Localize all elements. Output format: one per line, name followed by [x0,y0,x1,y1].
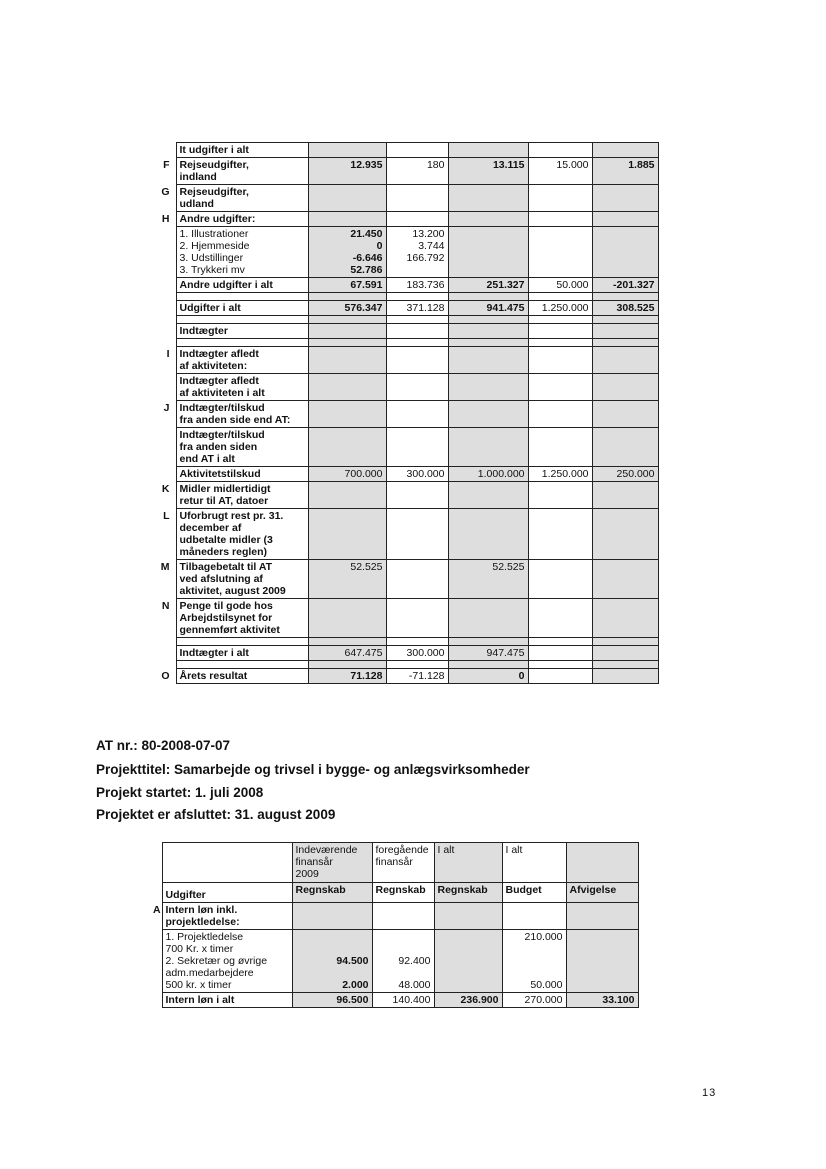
row-letter: L [163,509,170,522]
value-cell: 52.525 [308,560,386,599]
value-cell: 1.250.000 [528,467,592,482]
value-cell: 21.450 0 -6.646 52.786 [308,227,386,278]
row-label: Årets resultat [176,669,308,684]
row-letter [152,661,176,669]
value-cell [528,374,592,401]
value-cell [308,661,386,669]
value-cell [528,646,592,661]
table-row [152,467,658,482]
row-label [176,339,308,347]
value-cell: 140.400 [372,993,434,1008]
row-label: Aktivitetstilskud [176,467,308,482]
table-row [152,560,658,599]
row-letter [152,374,176,401]
table-row [152,293,658,301]
table-row [152,428,658,467]
table-row [152,324,658,339]
row-letter: H [161,212,170,225]
row-label: Indtægter [176,324,308,339]
row-letter: O [161,669,170,682]
value-cell: 71.128 [308,669,386,684]
row-letter [152,227,176,278]
value-cell [448,428,528,467]
row-letter [152,324,176,339]
row-letter: J [163,401,170,414]
value-cell [528,347,592,374]
value-cell [528,324,592,339]
value-cell [592,646,658,661]
value-cell: 371.128 [386,301,448,316]
row-label: Indtægter afledt af aktiviteten: [176,347,308,374]
row-label: Udgifter i alt [176,301,308,316]
value-cell [528,509,592,560]
row-label: Andre udgifter: [176,212,308,227]
value-cell [434,903,502,930]
value-cell [308,316,386,324]
value-cell: 13.115 [448,158,528,185]
value-cell [386,347,448,374]
value-cell [528,339,592,347]
value-cell [528,185,592,212]
row-label: Rejseudgifter, indland [176,158,308,185]
value-cell: 308.525 [592,301,658,316]
value-cell [448,638,528,646]
value-cell [434,930,502,993]
budget-table-top [152,142,659,684]
column-header: Udgifter [162,883,292,903]
value-cell [372,903,434,930]
row-letter [150,930,162,993]
table-row [152,646,658,661]
value-cell [386,339,448,347]
row-letter: N [161,599,170,612]
value-cell: 15.000 [528,158,592,185]
value-cell [308,638,386,646]
value-cell: 576.347 [308,301,386,316]
table-row [152,185,658,212]
value-cell [502,903,566,930]
table-row [152,347,658,374]
column-header: Regnskab [372,883,434,903]
row-label: Indtægter/tilskud fra anden siden end AT i alt [176,428,308,467]
value-cell [308,293,386,301]
row-letter [150,993,162,1008]
value-cell [386,509,448,560]
row-label [176,293,308,301]
table-row [152,661,658,669]
row-letter [152,278,176,293]
value-cell [448,185,528,212]
value-cell [448,661,528,669]
value-cell: 300.000 [386,467,448,482]
value-cell [386,324,448,339]
row-letter [150,883,162,903]
value-cell [528,401,592,428]
value-cell [528,482,592,509]
value-cell: 647.475 [308,646,386,661]
row-letter [152,143,176,158]
value-cell [592,143,658,158]
table-row [150,993,638,1008]
column-header: I alt [502,843,566,883]
value-cell [308,143,386,158]
value-cell [592,347,658,374]
row-label: 1. Projektledelse 700 Kr. x timer 2. Sekretær og øvrige adm.medarbejdere 500 kr. x timer [162,930,292,993]
value-cell [528,293,592,301]
value-cell [592,599,658,638]
value-cell: -201.327 [592,278,658,293]
table-row [152,316,658,324]
value-cell: 92.400 48.000 [372,930,434,993]
row-letter [150,843,162,883]
table-row [152,482,658,509]
column-header: Afvigelse [566,883,638,903]
table-row [150,903,638,930]
value-cell [592,185,658,212]
value-cell: 180 [386,158,448,185]
value-cell [308,482,386,509]
row-label: Rejseudgifter, udland [176,185,308,212]
column-header: foregående finansår [372,843,434,883]
row-label: Indtægter i alt [176,646,308,661]
value-cell: 300.000 [386,646,448,661]
row-label: Intern løn i alt [162,993,292,1008]
row-letter: A [153,903,161,916]
column-header: Regnskab [434,883,502,903]
value-cell: 236.900 [434,993,502,1008]
at-number: AT nr.: 80-2008-07-07 [96,738,231,753]
value-cell [386,401,448,428]
row-label: It udgifter i alt [176,143,308,158]
value-cell [592,227,658,278]
value-cell [308,428,386,467]
column-header [162,843,292,883]
row-label: Uforbrugt rest pr. 31. december af udbetalte midler (3 måneders reglen) [176,509,308,560]
value-cell [592,324,658,339]
value-cell [448,143,528,158]
row-letter: G [161,185,170,198]
value-cell [308,185,386,212]
value-cell [528,599,592,638]
row-label: Indtægter afledt af aktiviteten i alt [176,374,308,401]
value-cell: 1.885 [592,158,658,185]
table-row [152,212,658,227]
budget-table-bottom [150,842,639,1008]
value-cell [592,560,658,599]
value-cell [308,401,386,428]
table-row [152,669,658,684]
value-cell: 1.000.000 [448,467,528,482]
table-row [152,227,658,278]
value-cell: 33.100 [566,993,638,1008]
value-cell [528,560,592,599]
column-header [566,843,638,883]
value-cell [528,428,592,467]
row-letter [152,467,176,482]
value-cell: 94.500 2.000 [292,930,372,993]
value-cell [592,401,658,428]
value-cell: 251.327 [448,278,528,293]
value-cell [448,324,528,339]
value-cell [308,212,386,227]
value-cell [528,669,592,684]
value-cell [386,599,448,638]
value-cell [448,509,528,560]
value-cell [592,428,658,467]
header-row [150,883,638,903]
row-label: Andre udgifter i alt [176,278,308,293]
value-cell [528,638,592,646]
row-letter [152,339,176,347]
value-cell [308,509,386,560]
value-cell [386,143,448,158]
value-cell [448,599,528,638]
value-cell [308,324,386,339]
value-cell [566,903,638,930]
value-cell: 0 [448,669,528,684]
value-cell [528,316,592,324]
table-row [152,509,658,560]
value-cell [386,316,448,324]
project-start: Projekt startet: 1. juli 2008 [96,785,264,800]
value-cell [592,669,658,684]
value-cell [592,339,658,347]
value-cell: 183.736 [386,278,448,293]
value-cell [448,212,528,227]
column-header: Indeværende finansår 2009 [292,843,372,883]
row-label [176,661,308,669]
value-cell [448,401,528,428]
row-label: Midler midlertidigt retur til AT, datoer [176,482,308,509]
row-letter [152,428,176,467]
table-row [152,374,658,401]
value-cell [386,185,448,212]
row-label: Penge til gode hos Arbejdstilsynet for gennemført aktivitet [176,599,308,638]
value-cell: 96.500 [292,993,372,1008]
value-cell [292,903,372,930]
row-letter: F [163,158,170,171]
table-row [152,401,658,428]
row-letter: K [161,482,170,495]
value-cell: -71.128 [386,669,448,684]
row-letter: M [160,560,170,573]
row-letter [152,293,176,301]
value-cell [592,293,658,301]
value-cell [386,212,448,227]
row-letter [152,316,176,324]
table-row [152,301,658,316]
value-cell: 941.475 [448,301,528,316]
value-cell [528,212,592,227]
row-label [176,638,308,646]
column-header: Budget [502,883,566,903]
value-cell [386,374,448,401]
table-row [152,158,658,185]
table-row [152,599,658,638]
value-cell [386,661,448,669]
value-cell: 947.475 [448,646,528,661]
value-cell: 210.000 50.000 [502,930,566,993]
row-label: 1. Illustrationer 2. Hjemmeside 3. Udstillinger 3. Trykkeri mv [176,227,308,278]
column-header: I alt [434,843,502,883]
value-cell [448,374,528,401]
value-cell [386,293,448,301]
row-letter [152,638,176,646]
value-cell: 13.200 3.744 166.792 [386,227,448,278]
column-header: Regnskab [292,883,372,903]
value-cell [448,293,528,301]
value-cell [592,316,658,324]
value-cell [308,599,386,638]
table-row [152,339,658,347]
value-cell [592,482,658,509]
value-cell [308,347,386,374]
value-cell: 1.250.000 [528,301,592,316]
row-label: Tilbagebetalt til AT ved afslutning af aktivitet, august 2009 [176,560,308,599]
value-cell [308,374,386,401]
table-row [152,143,658,158]
row-letter: I [166,347,170,360]
row-letter [152,301,176,316]
table-row [150,930,638,993]
value-cell [566,930,638,993]
table-row [152,278,658,293]
header-row [150,843,638,883]
value-cell [592,638,658,646]
value-cell: 700.000 [308,467,386,482]
value-cell [386,638,448,646]
row-label [176,316,308,324]
page-number: 13 [702,1087,717,1099]
project-title: Projekttitel: Samarbejde og trivsel i bygge- og anlægsvirksomheder [96,762,530,777]
table-row [152,638,658,646]
value-cell [528,143,592,158]
value-cell [528,661,592,669]
row-letter [152,646,176,661]
value-cell [528,227,592,278]
value-cell [448,316,528,324]
value-cell [386,428,448,467]
value-cell: 250.000 [592,467,658,482]
value-cell: 12.935 [308,158,386,185]
value-cell [592,212,658,227]
row-label: Intern løn inkl. projektledelse: [162,903,292,930]
value-cell [448,482,528,509]
value-cell [448,227,528,278]
value-cell [386,560,448,599]
value-cell: 52.525 [448,560,528,599]
value-cell [448,339,528,347]
value-cell: 67.591 [308,278,386,293]
value-cell [592,374,658,401]
value-cell [308,339,386,347]
value-cell [386,482,448,509]
row-label: Indtægter/tilskud fra anden side end AT: [176,401,308,428]
value-cell [592,661,658,669]
value-cell [592,509,658,560]
project-end: Projektet er afsluttet: 31. august 2009 [96,807,336,822]
value-cell: 50.000 [528,278,592,293]
value-cell [448,347,528,374]
value-cell: 270.000 [502,993,566,1008]
